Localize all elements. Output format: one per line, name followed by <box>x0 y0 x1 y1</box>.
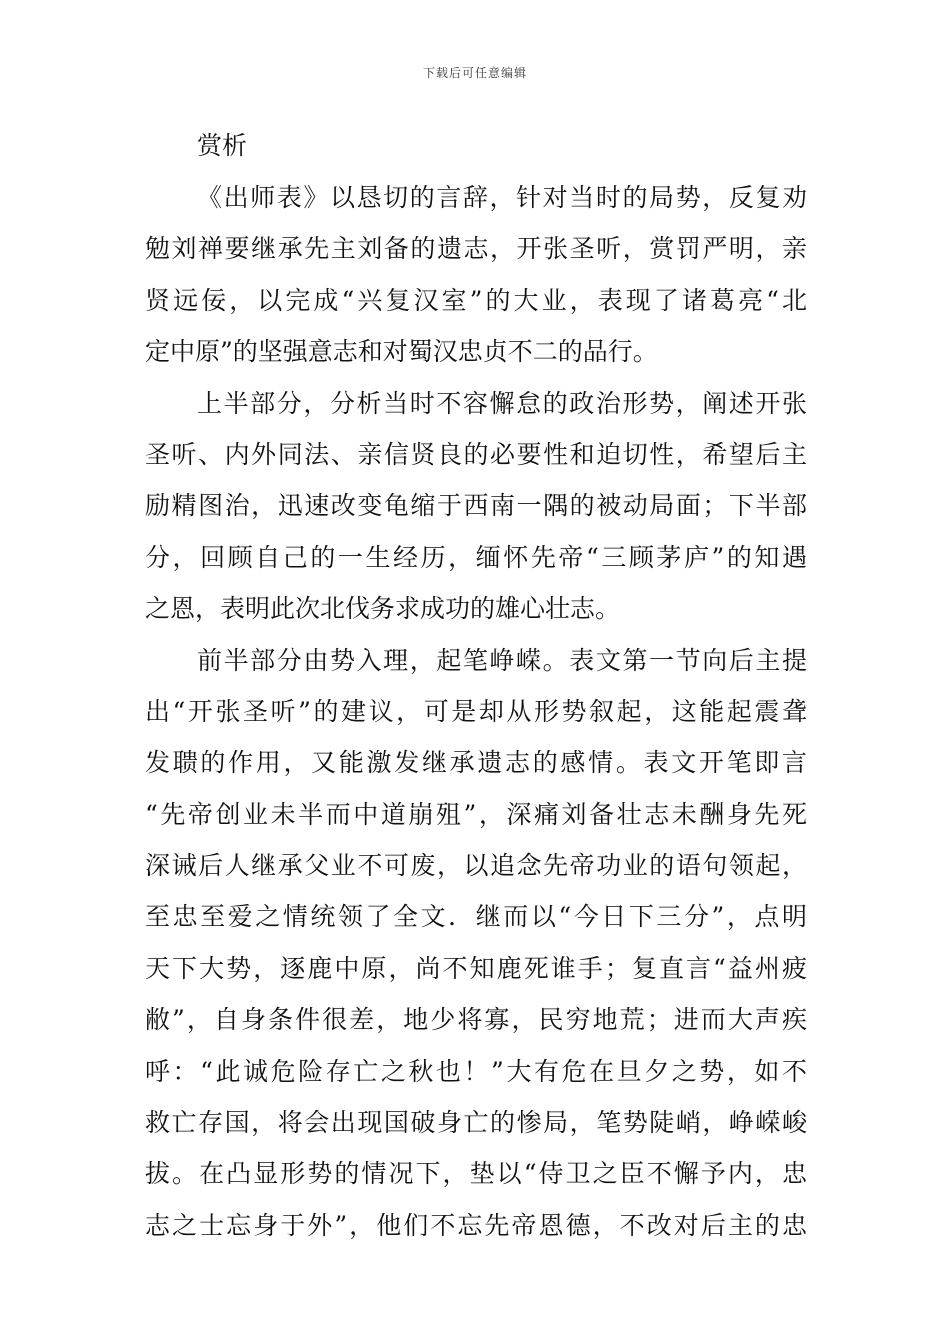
text-line: 励精图治，迅速改变龟缩于西南一隅的被动局面；下半部 <box>145 491 807 521</box>
text-line: 勉刘禅要继承先主刘备的遗志，开张圣听，赏罚严明，亲 <box>145 234 807 264</box>
text-line: 深诫后人继承父业不可废，以追念先帝功业的语句领起， <box>145 851 807 881</box>
paragraph-3 <box>145 635 807 1252</box>
text-line: 出“开张圣听”的建议，可是却从形势叙起，这能起震聋 <box>145 696 807 726</box>
paragraph-2 <box>145 378 807 635</box>
text-line: 前半部分由势入理，起笔峥嵘。表文第一节向后主提 <box>197 645 807 675</box>
text-line: 贤远佞，以完成“兴复汉室”的大业，表现了诸葛亮“北 <box>145 285 807 315</box>
text-line: 至忠至爱之情统领了全文．继而以“今日下三分”，点明 <box>145 902 807 932</box>
text-line: 分，回顾自己的一生经历，缅怀先帝“三顾茅庐”的知遇 <box>145 542 807 572</box>
paragraph-1 <box>145 172 807 378</box>
text-line: “先帝创业未半而中道崩殂”，深痛刘备壮志未酬身先死 <box>145 799 807 829</box>
text-line: 拔。在凸显形势的情况下，垫以“侍卫之臣不懈予内，忠 <box>145 1159 807 1189</box>
text-line: 敝”，自身条件很差，地少将寡，民穷地荒；进而大声疾 <box>145 1005 807 1035</box>
document-body <box>145 120 807 1251</box>
text-line: 救亡存国，将会出现国破身亡的惨局，笔势陡峭，峥嵘峻 <box>145 1108 807 1138</box>
text-line: 圣听、内外同法、亲信贤良的必要性和迫切性，希望后主 <box>145 439 807 469</box>
text-line: 天下大势，逐鹿中原，尚不知鹿死谁手；复直言“益州疲 <box>145 953 807 983</box>
text-line: 发聩的作用，又能激发继承遗志的感情。表文开笔即言 <box>145 748 807 778</box>
text-line: 志之士忘身于外”，他们不忘先帝恩德，不改对后主的忠 <box>145 1210 807 1240</box>
text-line: 上半部分，分析当时不容懈怠的政治形势，阐述开张 <box>197 388 807 418</box>
text-line: 呼：“此诚危险存亡之秋也！”大有危在旦夕之势，如不 <box>145 1056 807 1086</box>
text-line: 之恩，表明此次北伐务求成功的雄心壮志。 <box>145 594 621 624</box>
section-heading: 赏析 <box>197 131 248 160</box>
page-header-note: 下载后可任意编辑 <box>422 66 527 80</box>
text-line: 定中原”的坚强意志和对蜀汉忠贞不二的品行。 <box>145 337 658 367</box>
text-line: 《出师表》以恳切的言辞，针对当时的局势，反复劝 <box>197 183 807 212</box>
